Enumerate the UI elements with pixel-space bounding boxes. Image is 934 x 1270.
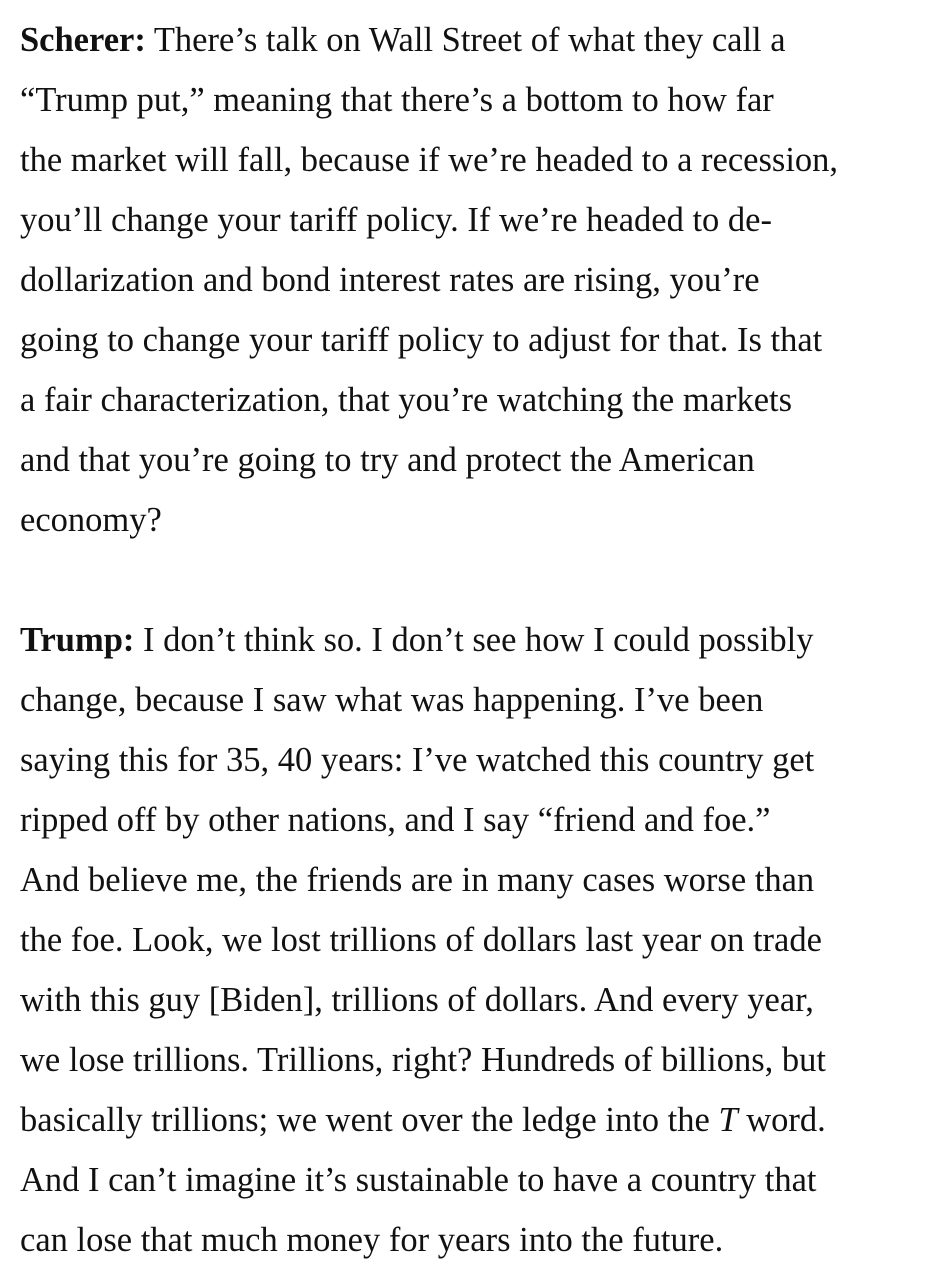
italic-emphasis: T: [718, 1101, 738, 1139]
text-line: we lose trillions. Trillions, right? Hundreds of billions, but: [20, 1041, 826, 1079]
answer-paragraph: [20, 610, 925, 1270]
text-line: and that you’re going to try and protect the American: [20, 441, 755, 479]
speaker-label-scherer: Scherer:: [20, 21, 146, 59]
text-line: can lose that much money for years into the future.: [20, 1221, 724, 1259]
text-line: economy?: [20, 501, 162, 539]
text-line: And I can’t imagine it’s sustainable to have a country that: [20, 1161, 817, 1199]
text-line: Trump: I don’t think so. I don’t see how I could possibly: [20, 621, 814, 659]
interview-transcript: [20, 10, 925, 1270]
text-line: you’ll change your tariff policy. If we’re headed to de-: [20, 201, 772, 239]
text-line: ripped off by other nations, and I say “friend and foe.”: [20, 801, 771, 839]
text-line: change, because I saw what was happening. I’ve been: [20, 681, 764, 719]
text-line: basically trillions; we went over the ledge into the T word.: [20, 1101, 826, 1139]
text-line: And believe me, the friends are in many cases worse than: [20, 861, 815, 899]
text-line: with this guy [Biden], trillions of dollars. And every year,: [20, 981, 814, 1019]
speaker-label-trump: Trump:: [20, 621, 135, 659]
text-line: the foe. Look, we lost trillions of dollars last year on trade: [20, 921, 822, 959]
text-line: a fair characterization, that you’re watching the markets: [20, 381, 793, 419]
text-line: saying this for 35, 40 years: I’ve watched this country get: [20, 741, 815, 779]
text-line: dollarization and bond interest rates are rising, you’re: [20, 261, 760, 299]
text-line: the market will fall, because if we’re headed to a recession,: [20, 141, 839, 179]
text-line: “Trump put,” meaning that there’s a bottom to how far: [20, 81, 774, 119]
text-line: going to change your tariff policy to adjust for that. Is that: [20, 321, 823, 359]
question-paragraph: [20, 10, 925, 550]
text-line: Scherer: There’s talk on Wall Street of what they call a: [20, 21, 786, 59]
